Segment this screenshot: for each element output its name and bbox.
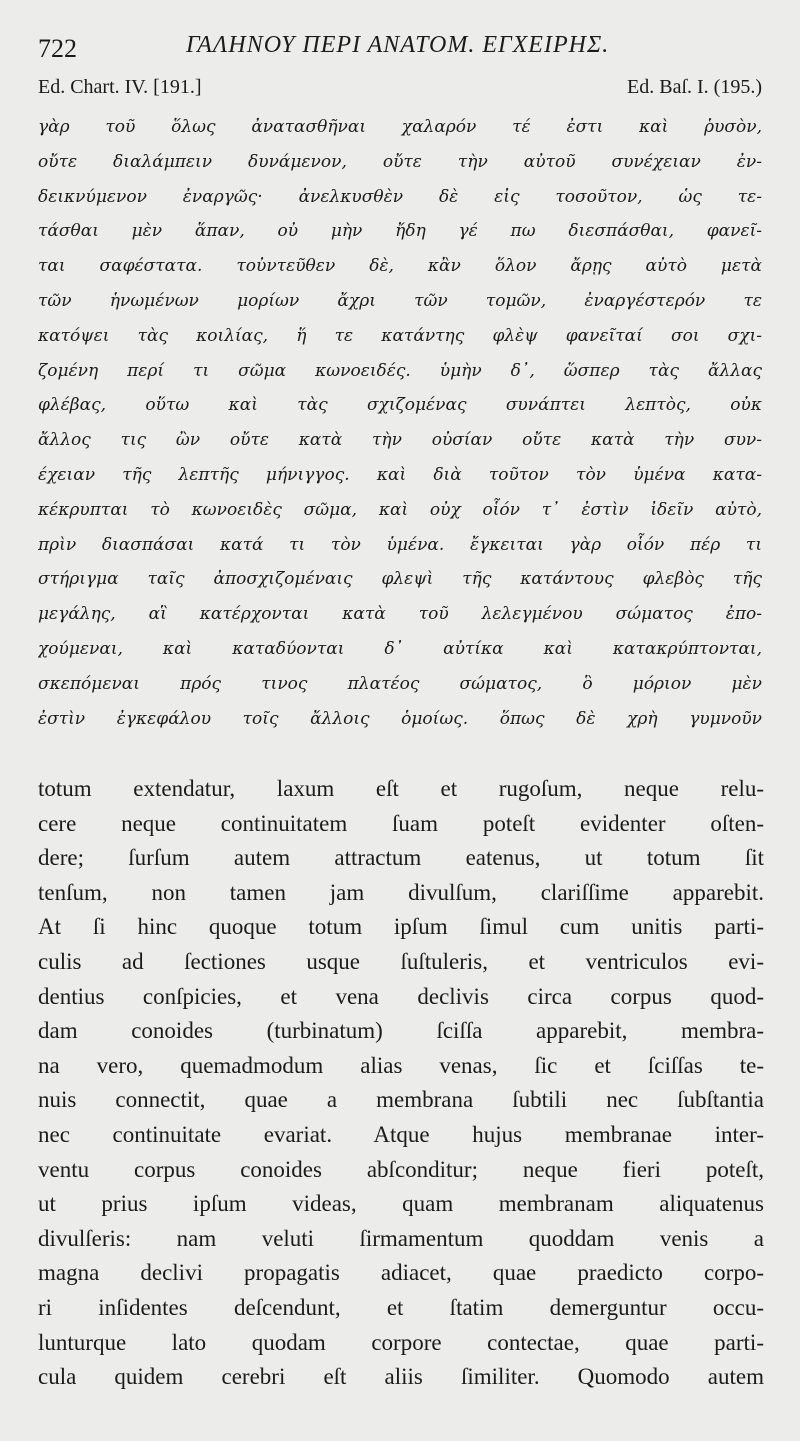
edition-basel-reference: Ed. Baſ. I. (195.) xyxy=(627,76,762,98)
edition-chartier-reference: Ed. Chart. IV. [191.] xyxy=(38,76,202,98)
latin-text-line: ri inſidentes deſcendunt, et ſtatim demerguntur occu- xyxy=(38,1294,764,1320)
latin-text-line: ventu corpus conoides abſconditur; neque fieri poteſt, xyxy=(38,1156,764,1182)
greek-text-line: τῶν ἡνωμένων μορίων ἄχρι τῶν τομῶν, ἐναργέστερόν τε xyxy=(38,290,762,311)
latin-text-line: cula quidem cerebri eſt aliis ſimiliter. Quomodo autem xyxy=(38,1364,764,1390)
page-number: 722 xyxy=(38,34,77,63)
greek-text-line: φλέβας, οὕτω καὶ τὰς σχιζομένας συνάπτει λεπτὸς, οὐκ xyxy=(38,395,762,416)
page-header xyxy=(38,30,758,64)
edition-references xyxy=(38,76,762,104)
latin-text-line: dam conoides (turbinatum) ſciſſa apparebit, membra- xyxy=(38,1018,764,1044)
latin-text-line: At ſi hinc quoque totum ipſum ſimul cum unitis parti- xyxy=(38,914,764,940)
greek-text-line: χούμεναι, καὶ καταδύονται δ᾽ αὐτίκα καὶ κατακρύπτονται, xyxy=(38,638,762,659)
greek-text-line: μεγάλης, αἳ κατέρχονται κατὰ τοῦ λελεγμένου σώματος ἐπο- xyxy=(38,604,762,625)
latin-text-block xyxy=(38,772,764,1395)
greek-text-line: δεικνύμενον ἐναργῶς· ἀνελκυσθὲν δὲ εἰς τοσοῦτον, ὡς τε- xyxy=(38,186,762,207)
greek-text-line: γὰρ τοῦ ὅλως ἀνατασθῆναι χαλαρόν τέ ἐστι καὶ ῥυσὸν, xyxy=(38,117,762,137)
latin-text-line: dere; ſurſum autem attractum eatenus, ut totum ſit xyxy=(38,845,764,871)
latin-text-line: culis ad ſectiones usque ſuſtuleris, et ventriculos evi- xyxy=(38,948,764,974)
greek-text-line: οὔτε διαλάμπειν δυνάμενον, οὔτε τὴν αὐτοῦ συνέχειαν ἐν- xyxy=(38,151,762,172)
latin-text-line: na vero, quemadmodum alias venas, ſic et ſciſſas te- xyxy=(38,1052,764,1078)
latin-text-line: magna declivi propagatis adiacet, quae praedicto corpo- xyxy=(38,1260,764,1286)
latin-text-line: dentius conſpicies, et vena declivis circa corpus quod- xyxy=(38,983,764,1009)
greek-text-line: έχειαν τῆς λεπτῆς μήνιγγος. καὶ διὰ τοῦτον τὸν ὑμένα κατα- xyxy=(38,464,762,485)
latin-text-line: nec continuitate evariat. Atque hujus membranae inter- xyxy=(38,1121,764,1147)
greek-text-line: κέκρυπται τὸ κωνοειδὲς σῶμα, καὶ οὐχ οἷόν τ᾽ ἐστὶν ἰδεῖν αὐτὸ, xyxy=(38,499,762,520)
greek-text-line: ἐστὶν ἐγκεφάλου τοῖς ἄλλοις ὁμοίως. ὅπως δὲ χρὴ γυμνοῦν xyxy=(38,708,762,729)
latin-text-line: lunturque lato quodam corpore contectae, quae parti- xyxy=(38,1329,764,1355)
greek-text-line: ζομένη περί τι σῶμα κωνοειδές. ὑμὴν δ᾽, ὥσπερ τὰς ἄλλας xyxy=(38,360,762,381)
greek-text-line: ται σαφέστατα. τοὐντεῦθεν δὲ, κἂν ὅλον ἄρῃς αὐτὸ μετὰ xyxy=(38,256,762,277)
greek-text-line: στήριγμα ταῖς ἀποσχιζομέναις φλεψὶ τῆς κατάντους φλεβὸς τῆς xyxy=(38,569,762,590)
latin-text-line: tenſum, non tamen jam divulſum, clariſſime apparebit. xyxy=(38,879,764,905)
latin-text-line: cere neque continuitatem ſuam poteſt evidenter oſten- xyxy=(38,810,764,836)
greek-text-line: ἄλλος τις ὢν οὔτε κατὰ τὴν οὐσίαν οὔτε κατὰ τὴν συν- xyxy=(38,430,762,451)
latin-text-line: totum extendatur, laxum eſt et rugoſum, neque relu- xyxy=(38,776,764,801)
greek-text-line: σκεπόμεναι πρός τινος πλατέος σώματος, ὃ μόριον μὲν xyxy=(38,673,762,694)
running-title: ΓΑΛΗΝΟΥ ΠΕΡΙ ΑΝΑΤΟΜ. ΕΓΧΕΙΡΗΣ. xyxy=(186,32,610,58)
latin-text-line: nuis connectit, quae a membrana ſubtili nec ſubſtantia xyxy=(38,1087,764,1113)
greek-text-line: πρὶν διασπάσαι κατά τι τὸν ὑμένα. ἔγκειται γὰρ οἷόν πέρ τι xyxy=(38,534,762,555)
greek-text-line: κατόψει τὰς κοιλίας, ἥ τε κατάντης φλὲψ φανεῖταί σοι σχι- xyxy=(38,325,762,346)
latin-text-line: divulſeris: nam veluti ſirmamentum quoddam venis a xyxy=(38,1225,764,1251)
greek-text-line: τάσθαι μὲν ἅπαν, οὐ μὴν ἤδη γέ πω διεσπάσθαι, φανεῖ- xyxy=(38,221,762,242)
latin-text-line: ut prius ipſum videas, quam membranam aliquatenus xyxy=(38,1191,764,1217)
greek-text-block xyxy=(38,110,762,736)
